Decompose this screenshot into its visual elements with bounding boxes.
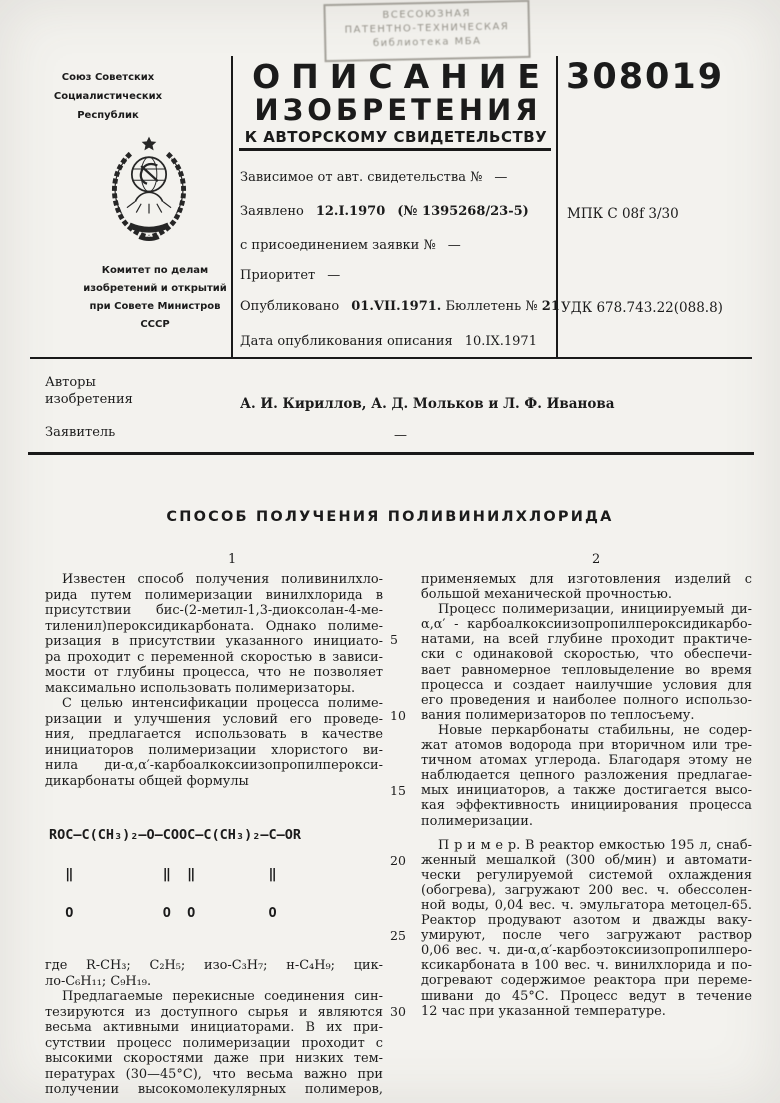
text-line: Новые перкарбонаты стабильны, не содер- bbox=[438, 722, 752, 738]
applicant-value: — bbox=[394, 428, 407, 443]
text-line: Процесс полимеризации, инициируемый ди- bbox=[438, 602, 752, 618]
line-number: 25 bbox=[390, 928, 406, 944]
doc-subtitle: К АВТОРСКОМУ СВИДЕТЕЛЬСТВУ bbox=[244, 128, 548, 146]
text-line: ной воды, 0,04 вес. ч. эмульгатора метоцел-65. bbox=[421, 897, 752, 913]
text-line: его проведения и наиболее полного использо- bbox=[421, 692, 752, 708]
union-line: Союз Советских bbox=[61, 72, 155, 83]
left-column-paragraphs bbox=[45, 572, 383, 789]
text-line: применяемых для изготовления изделий с bbox=[421, 572, 752, 587]
invention-title: СПОСОБ ПОЛУЧЕНИЯ ПОЛИВИНИЛХЛОРИДА bbox=[166, 509, 614, 525]
bulletin-label: Бюллетень № bbox=[445, 299, 538, 314]
subtitle-rule bbox=[239, 148, 551, 151]
column-number-1: 1 bbox=[228, 552, 237, 567]
text-line: сутствии процесс полимеризации проходит с bbox=[45, 1035, 383, 1051]
authors-label-line: Авторы bbox=[45, 375, 96, 390]
doc-type-title-2: ИЗОБРЕТЕНИЯ bbox=[254, 93, 542, 127]
text-line: ски с одинаковой скоростью, что обеспечи- bbox=[421, 647, 752, 663]
line-number: 15 bbox=[390, 783, 406, 799]
text-line: присутствии бис-(2-метил-1,3-диоксолан-4-ме- bbox=[45, 603, 383, 618]
text-line: ния, предлагается использовать в качестве bbox=[45, 727, 383, 742]
field-label: Зависимое от авт. свидетельства № bbox=[240, 170, 483, 185]
text-line: женный мешалкой (300 об/мин) и автомати- 20 bbox=[390, 852, 752, 868]
text-line: наблюдается цепного разложения предлагае- bbox=[421, 768, 752, 784]
text-line: (обогрева), загружают 200 вес. ч. обессолен- bbox=[421, 882, 752, 898]
line-number: 10 bbox=[390, 707, 406, 723]
text-line: нила ди-α,α′-карбоалкоксиизопропилперокси- bbox=[45, 758, 383, 773]
column-number-2: 2 bbox=[592, 552, 601, 567]
text-line: получении высокомолекулярных полимеров, bbox=[45, 1082, 383, 1097]
formula-line: ‖ ‖ ‖ ‖ bbox=[49, 866, 277, 882]
text-line: вания полимеризаторов по теплосъему. 10 bbox=[390, 707, 695, 723]
text-line: 0,06 вес. ч. ди-α,α′-карбоэтоксиизопропилперо- bbox=[421, 943, 752, 959]
text-line: ксикарбоната в 100 вес. ч. винилхлорида и по- bbox=[421, 958, 752, 974]
text-line: инициаторов полимеризации хлористого ви- bbox=[45, 742, 383, 758]
doc-type-title: ОПИСАНИЕ bbox=[252, 57, 551, 96]
authors-names: А. И. Кириллов, А. Д. Мольков и Л. Ф. Иванова bbox=[240, 396, 615, 412]
horizontal-rule-2 bbox=[28, 452, 754, 455]
text-line: высокими скоростями даже при низких тем- bbox=[45, 1051, 383, 1066]
committee-line: СССР bbox=[140, 319, 170, 330]
committee-line: при Совете Министров bbox=[89, 301, 221, 312]
text-line: чески регулируемой системой охлаждения bbox=[421, 867, 752, 883]
text-line: мости от глубины процесса, что не позволяет bbox=[45, 665, 383, 680]
committee-name bbox=[80, 262, 230, 334]
field-label: Опубликовано bbox=[240, 299, 340, 314]
text-line: Реактор продувают азотом и дважды ваку- bbox=[421, 913, 752, 929]
text-line: весьма активными инициаторами. В их при- bbox=[45, 1020, 383, 1035]
committee-line: Комитет по делам bbox=[101, 265, 209, 276]
published-row bbox=[240, 299, 560, 314]
text-line: ло-C₆H₁₁; C₉H₁₉. bbox=[45, 973, 152, 989]
text-line: α,α′ - карбоалкоксиизопропилпероксидикарбо- bbox=[421, 617, 752, 633]
patent-number: 308019 bbox=[566, 57, 725, 97]
text-line: дикарбонаты общей формулы bbox=[45, 773, 249, 789]
text-line: пературах (30—45°С), что весьма важно при bbox=[45, 1066, 383, 1082]
text-line: где R-CH₃; C₂H₅; изо-C₃H₇; н-C₄H₉; цик- bbox=[45, 958, 383, 973]
text-line: максимально использовать полимеризаторы. bbox=[45, 680, 356, 696]
library-stamp bbox=[323, 0, 530, 62]
right-column-paragraphs bbox=[390, 572, 752, 1019]
text-line: вает равномерное тепловыделение во время bbox=[421, 662, 752, 678]
committee-line: изобретений и открытий bbox=[83, 283, 227, 294]
dependent-certificate-row bbox=[240, 170, 545, 185]
annex-row bbox=[240, 238, 545, 253]
filed-date: 12.I.1970 bbox=[315, 204, 386, 219]
field-label: Дата опубликования описания bbox=[240, 334, 453, 349]
field-label: Заявлено bbox=[240, 204, 304, 219]
field-value: — bbox=[327, 268, 341, 283]
field-label: Приоритет bbox=[240, 268, 316, 283]
publication-date-row bbox=[240, 334, 545, 349]
text-line: мых инициаторов, а также достигается высо- 15 bbox=[390, 783, 752, 799]
field-value: — bbox=[447, 238, 461, 253]
union-name bbox=[48, 68, 168, 125]
bulletin-number: 21 bbox=[541, 299, 560, 314]
stamp-line: ПАТЕНТНО-ТЕХНИЧЕСКАЯ bbox=[344, 21, 510, 36]
horizontal-rule-1 bbox=[30, 357, 752, 359]
authors-label-line: изобретения bbox=[45, 392, 133, 407]
line-number: 30 bbox=[390, 1003, 406, 1019]
text-line: жат атомов водорода при вторичном или тре- bbox=[421, 738, 752, 754]
text-line: шивани до 45°С. Процесс ведут в течение bbox=[421, 988, 752, 1004]
union-line: Социалистических bbox=[53, 91, 163, 102]
published-date: 01.VII.1971. bbox=[351, 299, 442, 314]
formula-line: ROC–C(CH₃)₂–O–COOC–C(CH₃)₂–C–OR bbox=[49, 827, 301, 843]
text-line: тиленил)пероксидикарбоната. Однако полиме- bbox=[45, 618, 383, 634]
chemical-formula bbox=[49, 803, 383, 946]
field-value: — bbox=[494, 170, 508, 185]
priority-row bbox=[240, 268, 545, 283]
ussr-emblem-icon bbox=[100, 134, 198, 248]
text-line: С целью интенсификации процесса полиме- bbox=[62, 696, 383, 711]
text-line: 12 час при указанной температуре. 30 bbox=[390, 1003, 666, 1019]
text-line: Предлагаемые перекисные соединения син- bbox=[62, 989, 383, 1004]
mpk-classification: МПК С 08f 3/30 bbox=[567, 206, 679, 222]
applicant-label: Заявитель bbox=[45, 425, 116, 440]
text-line: тичном атомах углерода. Благодаря этому не bbox=[421, 753, 752, 769]
description-pub-date: 10.IX.1971 bbox=[464, 334, 537, 349]
authors-label bbox=[45, 374, 133, 408]
text-line: процесса и создает наилучшие условия для bbox=[421, 677, 752, 693]
star-icon bbox=[142, 137, 157, 151]
text-line: полимеризации. bbox=[421, 813, 533, 829]
text-line: большой механической прочностью. bbox=[421, 587, 673, 603]
union-line: Республик bbox=[77, 110, 139, 121]
left-column-paragraphs-2 bbox=[45, 958, 383, 1098]
text-line: Известен способ получения поливинилхло- bbox=[62, 572, 383, 587]
right-column bbox=[390, 572, 752, 1019]
stamp-line: ВСЕСОЮЗНАЯ bbox=[382, 8, 472, 21]
text-line: умируют, после чего загружают раствор 25 bbox=[390, 928, 752, 944]
field-label: с присоединением заявки № bbox=[240, 238, 436, 253]
line-number: 5 bbox=[390, 632, 398, 648]
text-line: ризация в присутствии указанного инициато- bbox=[45, 634, 383, 649]
text-line: кая эффективность инициирования процесса bbox=[421, 798, 752, 814]
left-column bbox=[45, 572, 383, 1098]
filed-row bbox=[240, 204, 545, 219]
text-line: ра проходит с переменной скоростью в зависи- bbox=[45, 649, 383, 665]
stamp-line: библиотека МБА bbox=[372, 35, 482, 50]
text-line: натами, на всей глубине проходит практиче- 5 bbox=[390, 632, 752, 648]
formula-line: O O O O bbox=[49, 905, 277, 921]
text-line: тезируются из доступного сырья и являются bbox=[45, 1004, 383, 1020]
text-line: догревают содержимое реактора при переме- bbox=[421, 973, 752, 989]
line-number: 20 bbox=[390, 852, 406, 868]
text-line: рида путем полимеризации винилхлорида в bbox=[45, 587, 383, 603]
vertical-rule-left bbox=[231, 56, 233, 358]
udk-classification: УДК 678.743.22(088.8) bbox=[561, 300, 723, 316]
application-number: (№ 1395268/23-5) bbox=[397, 204, 529, 219]
text-line: П р и м е р. В реактор емкостью 195 л, снаб- bbox=[438, 837, 752, 853]
text-line: ризации и улучшения условий его проведе- bbox=[45, 711, 383, 727]
